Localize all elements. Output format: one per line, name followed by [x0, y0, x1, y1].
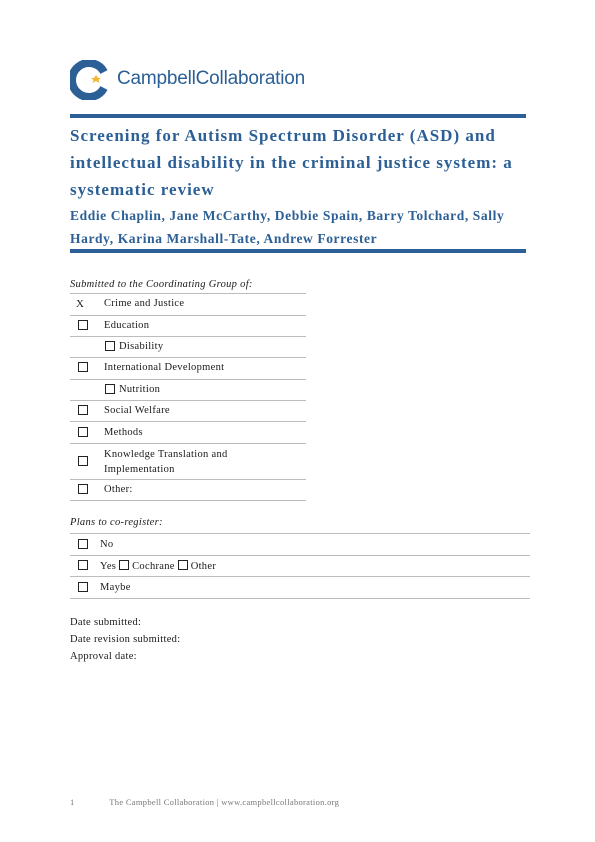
- option-disability: Disability: [119, 341, 164, 352]
- table-line: [70, 315, 306, 316]
- date-revision-submitted: Date revision submitted:: [70, 634, 181, 645]
- option-methods: Methods: [104, 427, 143, 438]
- option-crime-justice: Crime and Justice: [104, 298, 185, 309]
- option-yes: Yes: [100, 561, 117, 572]
- checkbox-international-development[interactable]: [78, 362, 88, 372]
- table-line: [70, 379, 306, 380]
- date-submitted: Date submitted:: [70, 617, 142, 628]
- option-no: No: [100, 539, 114, 550]
- checkbox-coregister-maybe[interactable]: [78, 582, 88, 592]
- option-social-welfare: Social Welfare: [104, 405, 170, 416]
- checkbox-nutrition[interactable]: [105, 384, 115, 394]
- option-cochrane: Cochrane: [132, 561, 175, 572]
- checkbox-cochrane[interactable]: [119, 560, 129, 570]
- table-line: [70, 479, 306, 480]
- table-line: [70, 293, 306, 294]
- option-yes-row: [100, 560, 216, 572]
- footer-text: The Campbell Collaboration | www.campbellcollaboration.org: [109, 797, 340, 807]
- table-line: [70, 555, 530, 556]
- table-line: [70, 357, 306, 358]
- campbell-logo-icon: [70, 60, 110, 100]
- page-number: 1: [70, 797, 75, 807]
- coordinating-group-label: Submitted to the Coordinating Group of:: [70, 279, 253, 290]
- option-maybe: Maybe: [100, 582, 131, 593]
- top-rule: [70, 114, 526, 118]
- option-education: Education: [104, 320, 150, 331]
- checkbox-coregister-yes[interactable]: [78, 560, 88, 570]
- table-line: [70, 443, 306, 444]
- option-international-development: International Development: [104, 362, 225, 373]
- author-list: Eddie Chaplin, Jane McCarthy, Debbie Spain, Barry Tolchard, Sally Hardy, Karina Marshall-Tate, Andrew Forrester: [70, 208, 505, 246]
- table-line: [70, 336, 306, 337]
- title-rule: [70, 249, 526, 253]
- approval-date: Approval date:: [70, 651, 137, 662]
- table-line: [70, 533, 530, 534]
- option-nutrition: Nutrition: [119, 384, 161, 395]
- table-line: [70, 421, 306, 422]
- document-title: Screening for Autism Spectrum Disorder (ASD) and intellectual disability in the criminal justice system: a systematic review: [70, 126, 513, 199]
- dates-block: [70, 614, 180, 665]
- checkbox-methods[interactable]: [78, 427, 88, 437]
- option-other: Other: [190, 561, 217, 572]
- brand-name: CampbellCollaboration: [117, 68, 306, 89]
- table-line: [70, 500, 306, 501]
- selected-mark: X: [76, 298, 84, 310]
- table-line: [70, 576, 530, 577]
- footer: [70, 797, 339, 807]
- coregister-label: Plans to co-register:: [70, 517, 163, 528]
- table-line: [70, 598, 530, 599]
- option-knowledge-translation: Knowledge Translation and Implementation: [104, 449, 228, 475]
- checkbox-knowledge-translation[interactable]: [78, 456, 88, 466]
- checkbox-disability[interactable]: [105, 341, 115, 351]
- table-line: [70, 400, 306, 401]
- checkbox-other-group[interactable]: [78, 484, 88, 494]
- option-other-group: Other:: [104, 484, 133, 495]
- checkbox-coregister-other[interactable]: [178, 560, 188, 570]
- checkbox-education[interactable]: [78, 320, 88, 330]
- checkbox-coregister-no[interactable]: [78, 539, 88, 549]
- checkbox-social-welfare[interactable]: [78, 405, 88, 415]
